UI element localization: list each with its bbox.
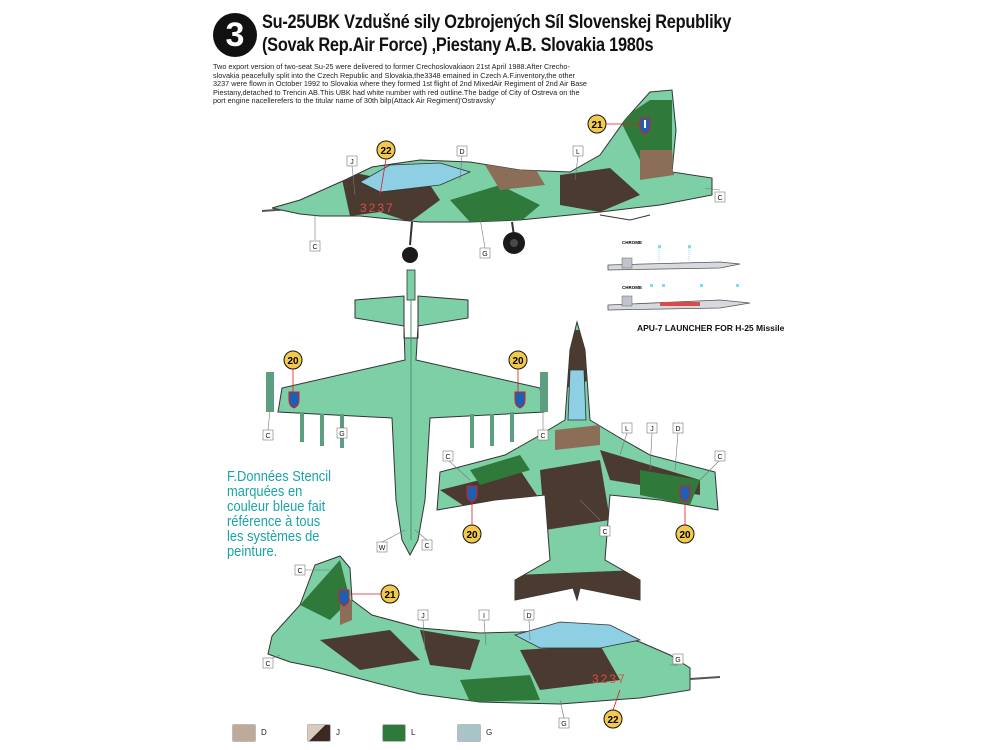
callout-c-top-nose: C <box>312 244 318 251</box>
callout-c-bottom-fin: C <box>297 568 303 575</box>
serial-number-bottom: 3237 <box>592 672 627 686</box>
apu7-launcher-drawings <box>608 245 750 310</box>
callout-g-bottom-nose: G <box>675 657 681 664</box>
callout-j-plan: J <box>650 426 654 433</box>
side-profile-starboard <box>262 90 712 263</box>
callout-i-bottom: I <box>483 613 485 620</box>
callout-j-bottom: J <box>421 613 425 620</box>
swatch-l-label: L <box>411 728 416 737</box>
swatch-g <box>457 724 492 741</box>
side-profile-port <box>268 556 720 704</box>
callout-l-top: L <box>576 149 580 156</box>
decal-20-plan-left: 20 <box>466 530 478 541</box>
decal-20-plan-right: 20 <box>679 530 691 541</box>
callout-c-plan-right: C <box>717 454 723 461</box>
callout-g-bottom: G <box>561 721 567 728</box>
callout-c-plan-left: C <box>445 454 451 461</box>
chrome-label-1: CHROME <box>622 240 642 245</box>
swatch-d-color <box>232 724 256 742</box>
callout-c-bottom-tail: C <box>265 661 271 668</box>
apu7-launcher-label: APU-7 LAUNCHER FOR H-25 Missile <box>637 323 785 333</box>
callout-c-under-tail: C <box>424 543 430 550</box>
page-title-line-1: Su-25UBK Vzdušné sily Ozbrojených Síl Slovenskej Republiky <box>262 12 732 33</box>
swatch-d-label: D <box>261 728 267 737</box>
callout-w-under: W <box>378 545 386 552</box>
decal-22-bottom: 22 <box>607 715 619 726</box>
callout-d-top: D <box>459 149 465 156</box>
swatch-l <box>382 724 415 741</box>
page-title-line-2: (Sovak Rep.Air Force) ,Piestany A.B. Slovakia 1980s <box>262 35 654 56</box>
swatch-j <box>307 724 340 741</box>
swatch-g-color <box>457 724 481 742</box>
slovak-roundel <box>640 118 650 134</box>
swatch-j-color <box>307 724 331 742</box>
chrome-label-2: CHROME <box>622 285 642 290</box>
callout-c-plan-center: C <box>602 529 608 536</box>
callout-g-top: G <box>482 251 488 258</box>
decal-20-left: 20 <box>287 356 299 367</box>
swatch-l-color <box>382 724 406 742</box>
callout-d-plan: D <box>675 426 681 433</box>
decal-22-top: 22 <box>380 146 392 157</box>
callout-d-bottom: D <box>526 613 532 620</box>
swatch-j-label: J <box>336 728 340 737</box>
decal-21-bottom: 21 <box>384 590 396 601</box>
callout-c-top-tail: C <box>717 195 723 202</box>
callout-c-under-right: C <box>540 433 546 440</box>
swatch-d <box>232 724 267 741</box>
profile-number-badge: 3 <box>213 13 257 57</box>
serial-number-top: 3237 <box>360 201 395 215</box>
callout-g-under: G <box>339 431 345 438</box>
callout-c-under-left: C <box>265 433 271 440</box>
callout-l-plan: L <box>625 426 629 433</box>
swatch-g-label: G <box>486 728 493 737</box>
decal-20-right: 20 <box>512 356 524 367</box>
decal-21-top: 21 <box>591 120 603 131</box>
stencil-note: F.Données Stencil marquées en couleur bleue fait référence à tous les systèmes de peinture. <box>227 468 331 560</box>
callout-j-top: J <box>350 159 354 166</box>
history-description: Two export version of two-seat Su-25 were delivered to former Crechoslovakiaon 21st April 1988.After Crecho-slovakia peacefully split into the Czech Republic and Slovakia,the3348 emained in Czech A.F.inventory,the other 3237 were flown in October 1992 to Slovakia where they formed 1st flight of 2nd MixedAir Regiment of 2nd Air Base Piestany,detached to Trencin AB.This UBK had white number with red outline.The badge of City of Ostreva on the port engine nacellerefers to the titular name of 30th bilp(Attack Air Regiment)'Ostravsky' <box>213 62 587 106</box>
